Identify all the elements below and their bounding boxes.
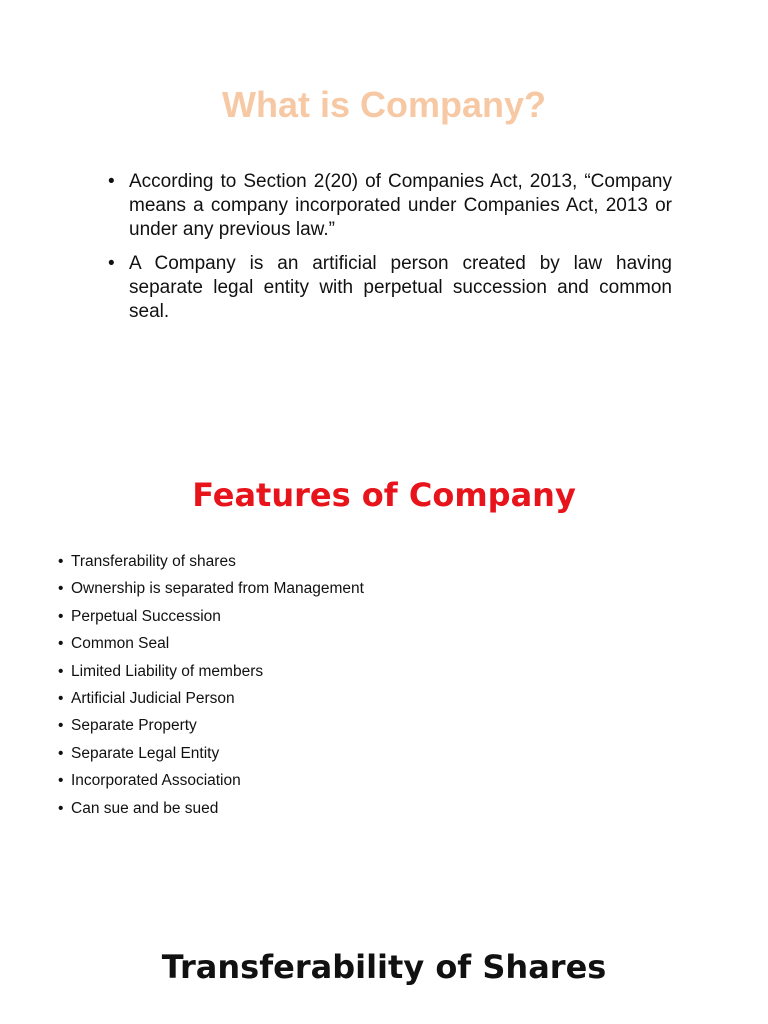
list-item bbox=[58, 712, 558, 739]
list-item bbox=[58, 603, 558, 630]
bullet-glyph: • bbox=[58, 744, 64, 762]
bullet-glyph: • bbox=[58, 799, 64, 817]
list-item-text: Incorporated Association bbox=[71, 772, 241, 790]
list-item bbox=[58, 658, 558, 685]
list-item bbox=[58, 740, 558, 767]
list-item-text: Artificial Judicial Person bbox=[71, 690, 235, 708]
bullet-glyph: • bbox=[108, 253, 115, 274]
list-item-text: Can sue and be sued bbox=[71, 799, 219, 817]
slide2-bullet-list bbox=[58, 548, 558, 822]
bullet-glyph: • bbox=[108, 171, 115, 192]
list-item-text: Separate Legal Entity bbox=[71, 744, 220, 762]
slide1-bullet-list bbox=[108, 170, 672, 334]
bullet-glyph: • bbox=[58, 635, 64, 653]
list-item bbox=[58, 575, 558, 602]
bullet-glyph: • bbox=[58, 662, 64, 680]
list-item bbox=[58, 767, 558, 794]
list-item bbox=[108, 170, 672, 242]
list-item bbox=[58, 630, 558, 657]
list-item bbox=[58, 548, 558, 575]
list-item-text: Transferability of shares bbox=[71, 553, 236, 570]
slide3-title: Transferability of Shares bbox=[161, 948, 607, 986]
list-item bbox=[58, 685, 558, 712]
list-item-text: Common Seal bbox=[71, 635, 170, 653]
slide1-title: What is Company? bbox=[221, 84, 547, 125]
list-item-text: Perpetual Succession bbox=[71, 607, 221, 625]
list-item bbox=[108, 252, 672, 324]
bullet-glyph: • bbox=[58, 690, 64, 708]
list-item-text: Ownership is separated from Management bbox=[71, 580, 364, 598]
bullet-glyph: • bbox=[58, 580, 64, 598]
bullet-glyph: • bbox=[58, 607, 64, 625]
bullet-glyph: • bbox=[58, 553, 64, 570]
list-item-text: According to Section 2(20) of Companies Act, 2013, “Company means a company incorporated under Companies Act, 2013 or under any previous law.” bbox=[129, 171, 672, 240]
list-item-text: Limited Liability of members bbox=[71, 662, 264, 680]
list-item-text: Separate Property bbox=[71, 717, 197, 735]
slide2-title: Features of Company bbox=[192, 476, 576, 514]
bullet-glyph: • bbox=[58, 772, 64, 790]
list-item-text: A Company is an artificial person created by law having separate legal entity with perpetual succession and common seal. bbox=[129, 253, 672, 322]
list-item bbox=[58, 795, 558, 822]
bullet-glyph: • bbox=[58, 717, 64, 735]
